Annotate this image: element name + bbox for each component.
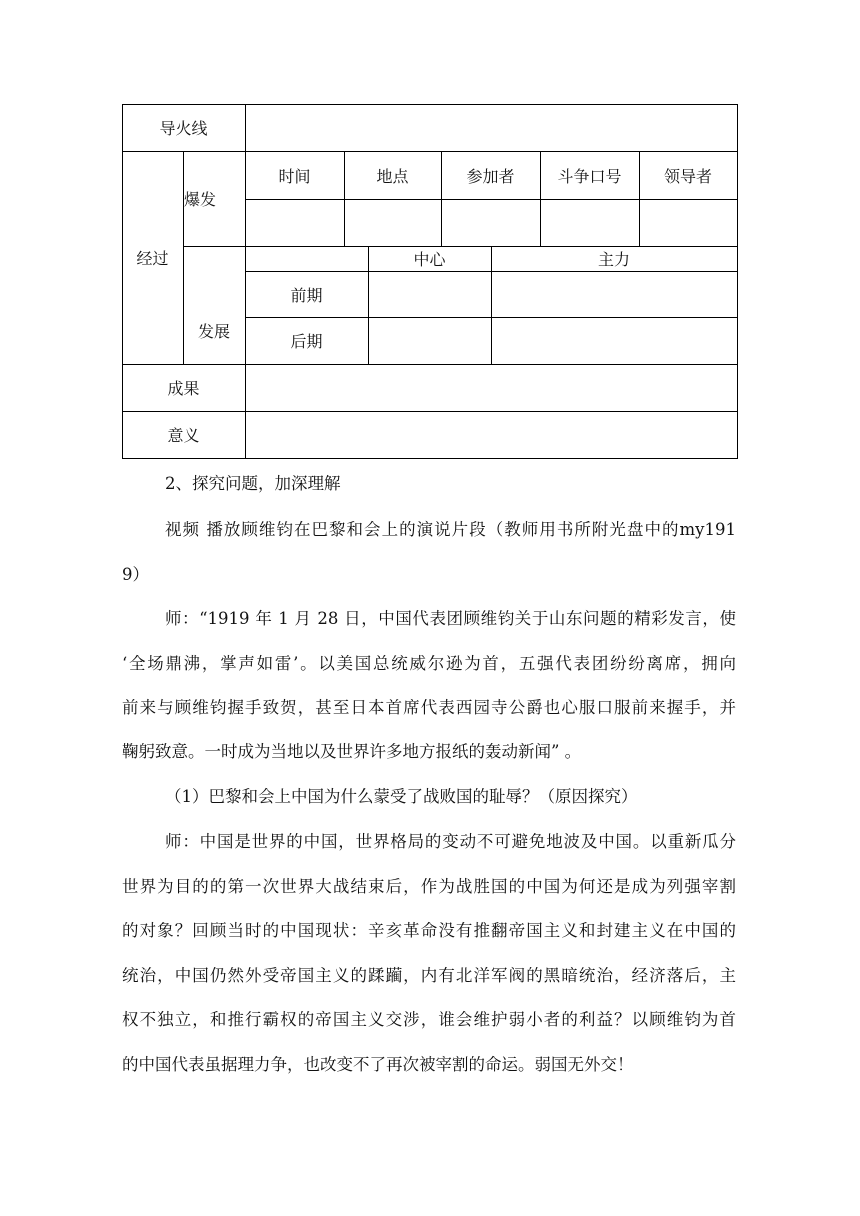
answer-line: 的对象？回顾当时的中国现状：辛亥革命没有推翻帝国主义和封建主义在中国的 [122, 921, 736, 940]
row-label-early-stage: 前期 [290, 285, 323, 305]
header-place: 地点 [376, 166, 409, 186]
video-note-line: 9） [122, 565, 149, 584]
uprising-summary-table [0, 0, 860, 470]
quote-line: ‘全场鼎沸，掌声如雷’。以美国总统威尔逊为首，五强代表团纷纷离席，拥向 [122, 654, 736, 673]
quote-line: 鞠躬致意。一时成为当地以及世界许多地方报纸的轰动新闻” 。 [122, 742, 582, 761]
header-slogan: 斗争口号 [557, 166, 622, 186]
header-leader: 领导者 [663, 166, 712, 186]
sub-label-outbreak: 爆发 [184, 190, 217, 209]
quote-line: 前来与顾维钧握手致贺，甚至日本首席代表西园寺公爵也心服口服前来握手，并 [122, 698, 736, 717]
header-participants: 参加者 [466, 166, 515, 186]
quote-line: 师：“1919 年 1 月 28 日，中国代表团顾维钧关于山东问题的精彩发言，使 [165, 609, 736, 628]
answer-line: 世界为目的的第一次世界大战结束后，作为战胜国的中国为何还是成为列强宰割 [122, 877, 736, 896]
header-center: 中心 [413, 250, 446, 269]
answer-line: 权不独立，和推行霸权的帝国主义交涉，谁会维护弱小者的利益？以顾维钧为首 [122, 1010, 736, 1029]
row-label-result: 成果 [167, 379, 200, 398]
answer-line: 的中国代表虽据理力争，也改变不了再次被宰割的命运。弱国无外交！ [122, 1055, 634, 1074]
row-label-significance: 意义 [167, 426, 200, 445]
section-heading: 2、探究问题，加深理解 [165, 474, 341, 493]
header-main-force: 主力 [597, 250, 630, 269]
row-label-fuse: 导火线 [159, 119, 208, 138]
answer-line: 师：中国是世界的中国，世界格局的变动不可避免地波及中国。以重新瓜分 [165, 832, 736, 851]
row-label-process: 经过 [136, 249, 169, 268]
row-label-late-stage: 后期 [290, 332, 323, 351]
question-line: （1）巴黎和会上中国为什么蒙受了战败国的耻辱？（原因探究） [165, 787, 638, 806]
answer-line: 统治，中国仍然外受帝国主义的蹂躏，内有北洋军阀的黑暗统治，经济落后，主 [122, 966, 736, 985]
sub-label-development: 发展 [197, 321, 230, 341]
video-note-line: 视频 播放顾维钧在巴黎和会上的演说片段（教师用书所附光盘中的my191 [165, 520, 736, 539]
header-time: 时间 [278, 166, 311, 186]
